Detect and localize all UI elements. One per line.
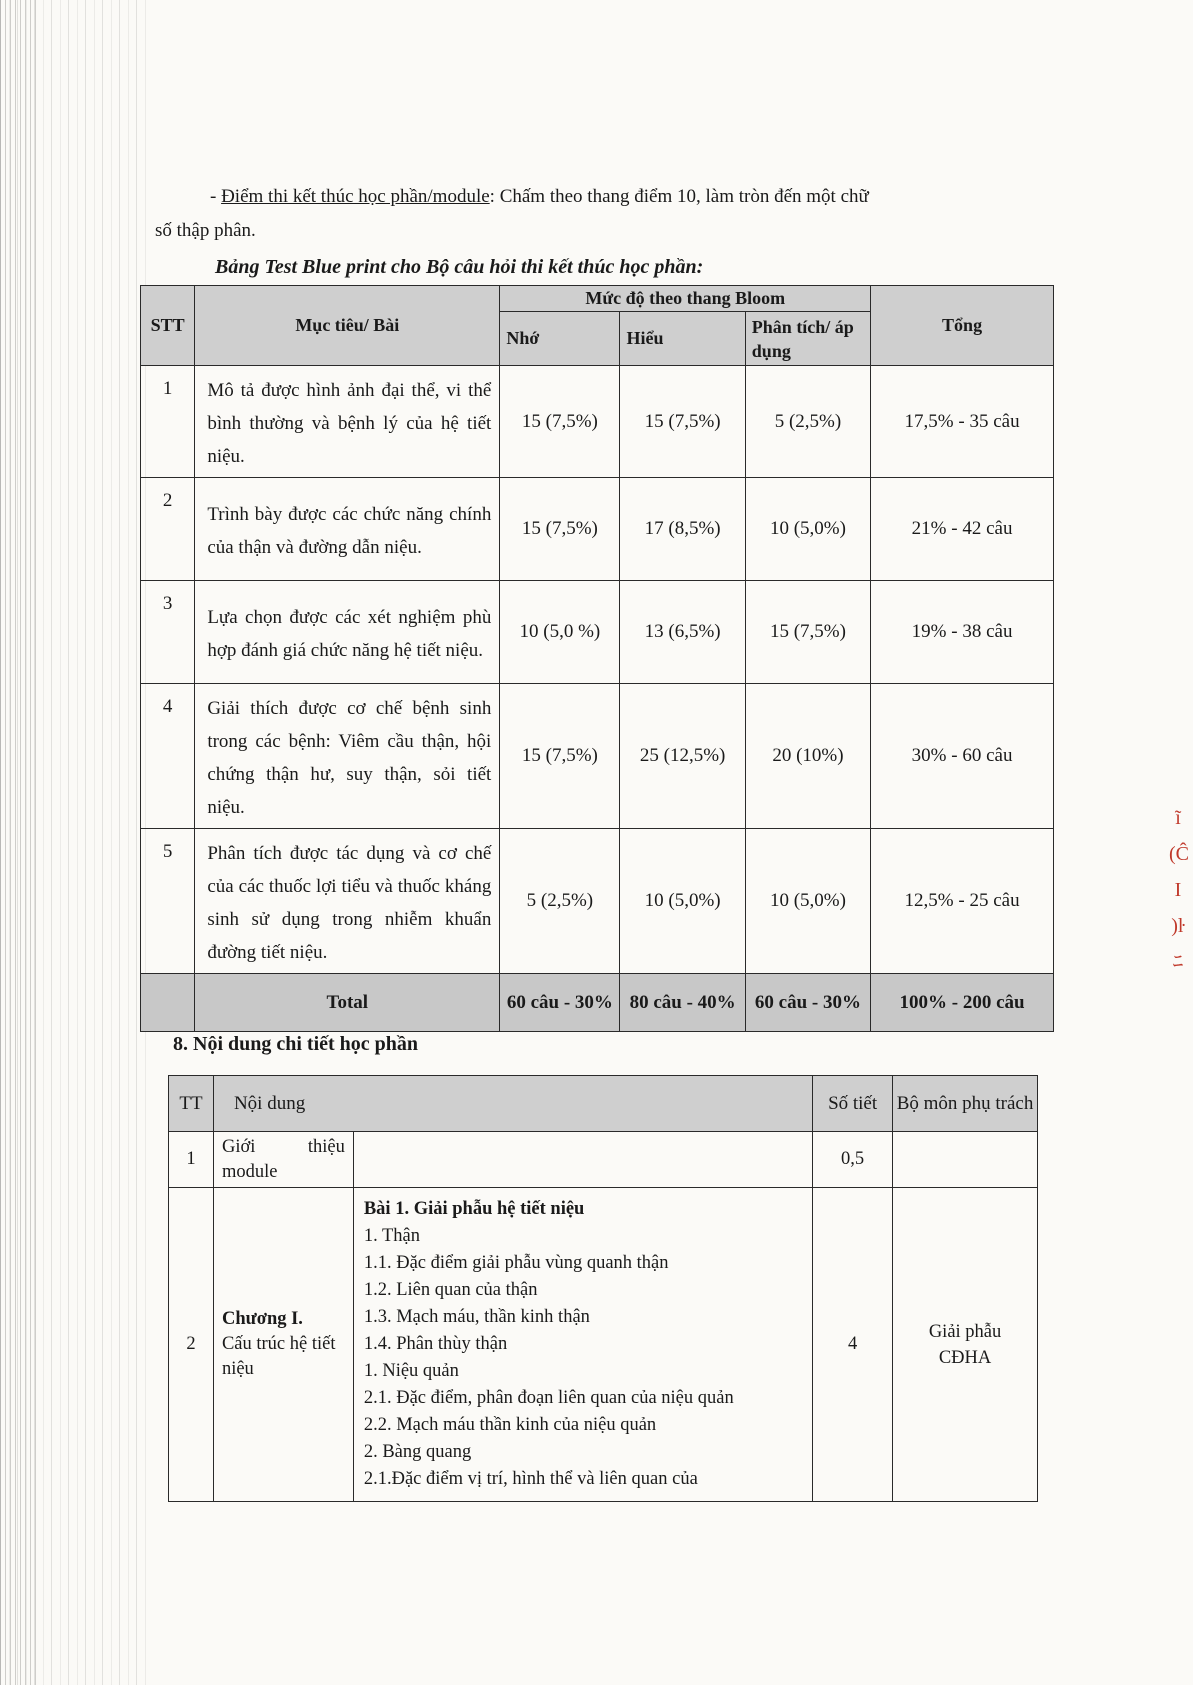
header-understand: Hiểu [620,312,745,366]
header-dept: Bộ môn phụ trách [893,1076,1038,1132]
header-objective: Mục tiêu/ Bài [195,286,500,366]
total-understand: 80 câu - 40% [620,974,745,1032]
section-title: 8. Nội dung chi tiết học phần [173,1033,419,1055]
header-hours: Số tiết [813,1076,893,1132]
table-row: 1 Giới thiệu module 0,5 [169,1132,1038,1188]
header-content: Nội dung [213,1076,812,1132]
scan-edge-artifact-dark [0,0,40,1685]
table-row: 4 Giải thích được cơ chế bệnh sinh trong các bệnh: Viêm cầu thận, hội chứng thận hư, suy thận, sỏi tiết niệu. 15 (7,5%) 25 (12,5%) 20 (10%) 30% - 60 câu [141,684,1054,829]
chapter-cell: Chương I. Cấu trúc hệ tiết niệu [213,1188,353,1502]
lesson-line: 2.2. Mạch máu thần kinh của niệu quản [363,1415,657,1435]
header-stt: STT [141,286,195,366]
table-row: 5 Phân tích được tác dụng và cơ chế của các thuốc lợi tiểu và thuốc kháng sinh sử dụng trong nhiễm khuẩn đường tiết niệu. 5 (2,5%) 10 (5,0%) 10 (5,0%) 12,5% - 25 câu [141,829,1054,974]
lesson-line: 1.2. Liên quan của thận [363,1280,538,1300]
blueprint-caption: Bảng Test Blue print cho Bộ câu hỏi thi kết thúc học phần: [215,256,704,278]
header-bloom: Mức độ theo thang Bloom [500,286,871,312]
lesson-title: Bài 1. Giải phẫu hệ tiết niệu [363,1199,585,1219]
intro-line-1: - Điểm thi kết thúc học phần/module: Chấm theo thang điểm 10, làm tròn đến một chữ [210,186,869,207]
header-analyze: Phân tích/ áp dụng [745,312,870,366]
blueprint-header-row-1 [141,286,1054,312]
lesson-line: 2.1.Đặc điểm vị trí, hình thể và liên quan của [363,1469,698,1489]
table-row: 2 Chương I. Cấu trúc hệ tiết niệu Bài 1. Giải phẫu hệ tiết niệu 1. Thận 1.1. Đặc điểm giải phẫu vùng quanh thận 1.2. Liên quan của thận 1.3. Mạch máu, thần kinh thận 1.4. Phân thùy thận 1. Niệu quản 2.1. Đặc điểm, phân đoạn liên quan của niệu quản 2.2. Mạch máu thần kinh của niệu quản 2. Bàng quang 2.1.Đặc điểm vị trí, hình thể và liên quan của 4 Giải phẫu CĐHA [169,1188,1038,1502]
table-row: 2 Trình bày được các chức năng chính của thận và đường dẫn niệu. 15 (7,5%) 17 (8,5%) 10 (5,0%) 21% - 42 câu [141,478,1054,581]
total-label: Total [195,974,500,1032]
lesson-line: 1.1. Đặc điểm giải phẫu vùng quanh thận [363,1253,669,1273]
lesson-line: 1. Niệu quản [363,1361,459,1381]
total-analyze: 60 câu - 30% [745,974,870,1032]
lesson-line: 1.3. Mạch máu, thần kinh thận [363,1307,590,1327]
red-stamp-fragment: ĩ (Ĉ I )ŀ ﾆ [1169,807,1189,973]
intro-paragraph [155,180,1015,248]
content-header-row [169,1076,1038,1132]
lesson-line: 2. Bàng quang [363,1442,472,1462]
lesson-cell [353,1188,812,1502]
total-remember: 60 câu - 30% [500,974,620,1032]
lesson-line: 1. Thận [363,1226,421,1246]
lesson-line: 2.1. Đặc điểm, phân đoạn liên quan của niệu quản [363,1388,734,1408]
lesson-line: 1.4. Phân thùy thận [363,1334,508,1354]
content-table [168,1075,1038,1502]
table-row: 3 Lựa chọn được các xét nghiệm phù hợp đánh giá chức năng hệ tiết niệu. 10 (5,0 %) 13 (6,5%) 15 (7,5%) 19% - 38 câu [141,581,1054,684]
total-row [141,974,1054,1032]
intro-underlined-term: Điểm thi kết thúc học phần/module [221,186,490,207]
header-total: Tổng [871,286,1054,366]
blueprint-table [140,285,1054,1032]
header-tt: TT [169,1076,214,1132]
intro-line-2: số thập phân. [155,220,256,241]
table-row: 1 Mô tả được hình ảnh đại thể, vi thể bình thường và bệnh lý của hệ tiết niệu. 15 (7,5%) 15 (7,5%) 5 (2,5%) 17,5% - 35 câu [141,366,1054,478]
header-remember: Nhớ [500,312,620,366]
total-sum: 100% - 200 câu [871,974,1054,1032]
